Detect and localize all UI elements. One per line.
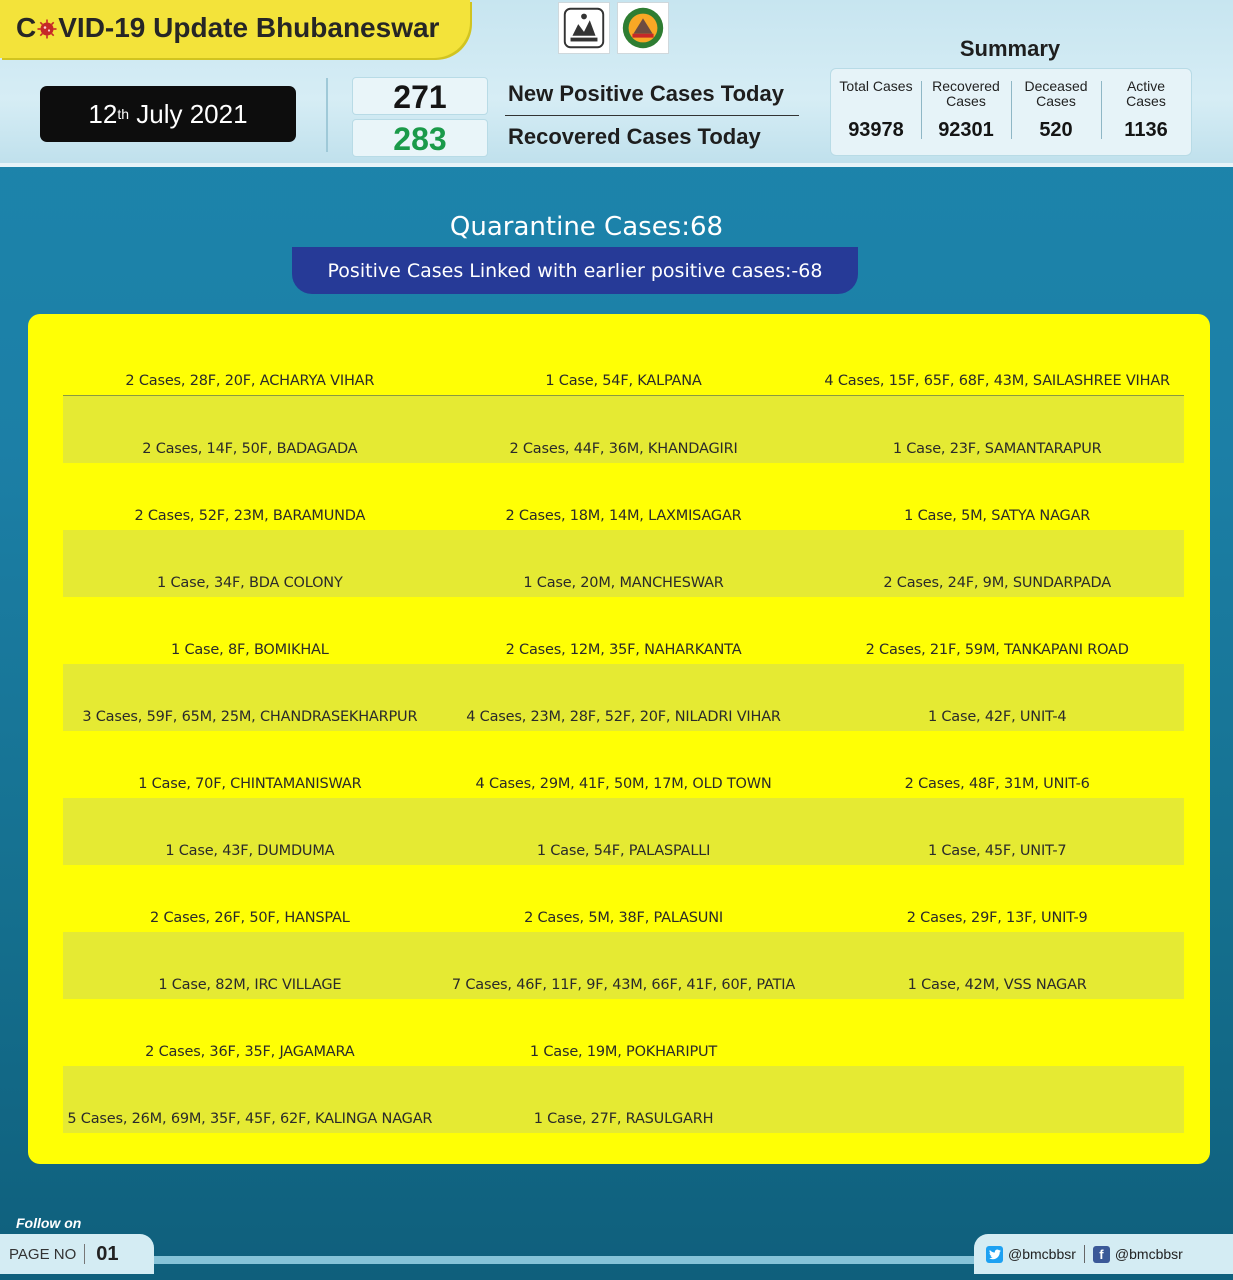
case-cell: 2 Cases, 29F, 13F, UNIT-9 bbox=[906, 910, 1088, 926]
case-cell: 1 Case, 54F, KALPANA bbox=[545, 373, 702, 389]
title-main: VID-19 Update bbox=[58, 12, 249, 43]
case-cell: 1 Case, 45F, UNIT-7 bbox=[927, 843, 1067, 859]
quarantine-title: Quarantine Cases:68 bbox=[449, 212, 724, 242]
summary-recovered bbox=[921, 69, 1011, 155]
case-cell: 3 Cases, 59F, 65M, 25M, CHANDRASEKHARPUR bbox=[82, 709, 418, 725]
case-cell: 1 Case, 54F, PALASPALLI bbox=[536, 843, 711, 859]
case-cell: 1 Case, 5M, SATYA NAGAR bbox=[904, 508, 1091, 524]
summary-value: 520 bbox=[1039, 119, 1073, 141]
date-badge bbox=[40, 86, 296, 142]
summary-label: Active Cases bbox=[1126, 78, 1166, 109]
bmc-logo bbox=[617, 2, 669, 54]
table-row bbox=[63, 798, 1184, 865]
case-cell: 1 Case, 8F, BOMIKHAL bbox=[171, 642, 329, 658]
case-cell: 1 Case, 70F, CHINTAMANISWAR bbox=[138, 776, 362, 792]
case-cell: 1 Case, 34F, BDA COLONY bbox=[157, 575, 343, 591]
social-handles bbox=[974, 1234, 1233, 1274]
case-cell: 1 Case, 23F, SAMANTARAPUR bbox=[892, 441, 1102, 457]
case-cell: 4 Cases, 29M, 41F, 50M, 17M, OLD TOWN bbox=[475, 776, 772, 792]
title-tab bbox=[0, 0, 470, 58]
label-divider bbox=[505, 115, 799, 116]
case-cell: 2 Cases, 52F, 23M, BARAMUNDA bbox=[134, 508, 366, 524]
new-cases-count: 271 bbox=[352, 77, 488, 115]
case-cell: 4 Cases, 15F, 65F, 68F, 43M, SAILASHREE VIHAR bbox=[824, 373, 1170, 389]
summary-value: 93978 bbox=[848, 119, 904, 141]
header-divider bbox=[326, 78, 328, 152]
twitter-icon[interactable] bbox=[986, 1246, 1003, 1263]
title-city: Bhubaneswar bbox=[255, 12, 440, 43]
twitter-handle[interactable]: @bmcbbsr bbox=[1008, 1246, 1076, 1262]
summary-label: Total Cases bbox=[839, 78, 913, 94]
case-cell: 2 Cases, 28F, 20F, ACHARYA VIHAR bbox=[125, 373, 375, 389]
new-cases-label: New Positive Cases Today bbox=[508, 81, 784, 106]
page-label: PAGE NO bbox=[9, 1245, 77, 1263]
case-cell: 1 Case, 43F, DUMDUMA bbox=[165, 843, 335, 859]
date-day: 12 bbox=[88, 98, 118, 129]
table-row bbox=[63, 731, 1184, 798]
facebook-icon[interactable]: f bbox=[1093, 1246, 1110, 1263]
page-title bbox=[16, 12, 439, 44]
table-row bbox=[63, 530, 1184, 597]
summary-label: Recovered Cases bbox=[932, 78, 1000, 109]
table-row bbox=[63, 329, 1184, 396]
summary-active bbox=[1101, 69, 1191, 155]
case-cell: 2 Cases, 36F, 35F, JAGAMARA bbox=[145, 1044, 355, 1060]
recovered-today-count: 283 bbox=[352, 119, 488, 157]
table-row bbox=[63, 396, 1184, 463]
page-separator bbox=[84, 1244, 85, 1264]
table-row bbox=[63, 463, 1184, 530]
page-indicator bbox=[0, 1234, 154, 1274]
page-number: 01 bbox=[96, 1242, 119, 1265]
case-cell: 2 Cases, 24F, 9M, SUNDARPADA bbox=[883, 575, 1111, 591]
case-cell: 2 Cases, 44F, 36M, KHANDAGIRI bbox=[509, 441, 738, 457]
date-month-year: July 2021 bbox=[136, 98, 248, 129]
summary-deceased bbox=[1011, 69, 1101, 155]
title-prefix: C bbox=[16, 12, 37, 43]
recovered-today-label: Recovered Cases Today bbox=[508, 124, 761, 149]
summary-title: Summary bbox=[959, 36, 1061, 61]
date-suffix: th bbox=[117, 106, 130, 122]
table-row bbox=[63, 932, 1184, 999]
case-cell: 1 Case, 27F, RASULGARH bbox=[533, 1111, 714, 1127]
cases-table bbox=[63, 329, 1184, 1133]
case-cell: 2 Cases, 12M, 35F, NAHARKANTA bbox=[505, 642, 742, 658]
case-cell: 1 Case, 20M, MANCHESWAR bbox=[523, 575, 724, 591]
case-cell: 2 Cases, 26F, 50F, HANSPAL bbox=[150, 910, 350, 926]
table-row bbox=[63, 865, 1184, 932]
case-cell bbox=[810, 1066, 1184, 1133]
summary-label: Deceased Cases bbox=[1024, 78, 1088, 109]
state-emblem-logo bbox=[558, 2, 610, 54]
footer-strip bbox=[154, 1256, 976, 1264]
follow-label: Follow on bbox=[16, 1215, 82, 1231]
coronavirus-icon bbox=[36, 18, 58, 40]
summary-value: 92301 bbox=[938, 119, 994, 141]
table-row bbox=[63, 1066, 1184, 1133]
case-cell: 2 Cases, 14F, 50F, BADAGADA bbox=[142, 441, 358, 457]
header-band bbox=[0, 0, 1233, 165]
table-row bbox=[63, 999, 1184, 1066]
case-cell: 4 Cases, 23M, 28F, 52F, 20F, NILADRI VIHAR bbox=[466, 709, 781, 725]
summary-total bbox=[831, 69, 921, 155]
facebook-handle[interactable]: @bmcbbsr bbox=[1114, 1246, 1183, 1262]
case-cell: 1 Case, 42M, VSS NAGAR bbox=[907, 977, 1087, 993]
case-cell: 1 Case, 42F, UNIT-4 bbox=[927, 709, 1067, 725]
social-separator bbox=[1084, 1245, 1085, 1263]
summary-box bbox=[830, 68, 1192, 156]
case-cell: 2 Cases, 18M, 14M, LAXMISAGAR bbox=[505, 508, 742, 524]
table-row bbox=[63, 597, 1184, 664]
case-cell: 2 Cases, 5M, 38F, PALASUNI bbox=[524, 910, 723, 926]
case-cell: 5 Cases, 26M, 69M, 35F, 45F, 62F, KALINGA NAGAR bbox=[67, 1111, 433, 1127]
case-cell bbox=[810, 999, 1184, 1066]
case-cell: 7 Cases, 46F, 11F, 9F, 43M, 66F, 41F, 60F, PATIA bbox=[451, 977, 796, 993]
summary-value: 1136 bbox=[1124, 119, 1168, 141]
case-cell: 2 Cases, 21F, 59M, TANKAPANI ROAD bbox=[865, 642, 1129, 658]
linked-cases-banner: Positive Cases Linked with earlier positive cases:-68 bbox=[292, 247, 858, 294]
table-row bbox=[63, 664, 1184, 731]
header-bottom-border bbox=[0, 163, 1233, 167]
case-cell: 2 Cases, 48F, 31M, UNIT-6 bbox=[904, 776, 1090, 792]
case-cell: 1 Case, 82M, IRC VILLAGE bbox=[158, 977, 342, 993]
case-cell: 1 Case, 19M, POKHARIPUT bbox=[529, 1044, 718, 1060]
